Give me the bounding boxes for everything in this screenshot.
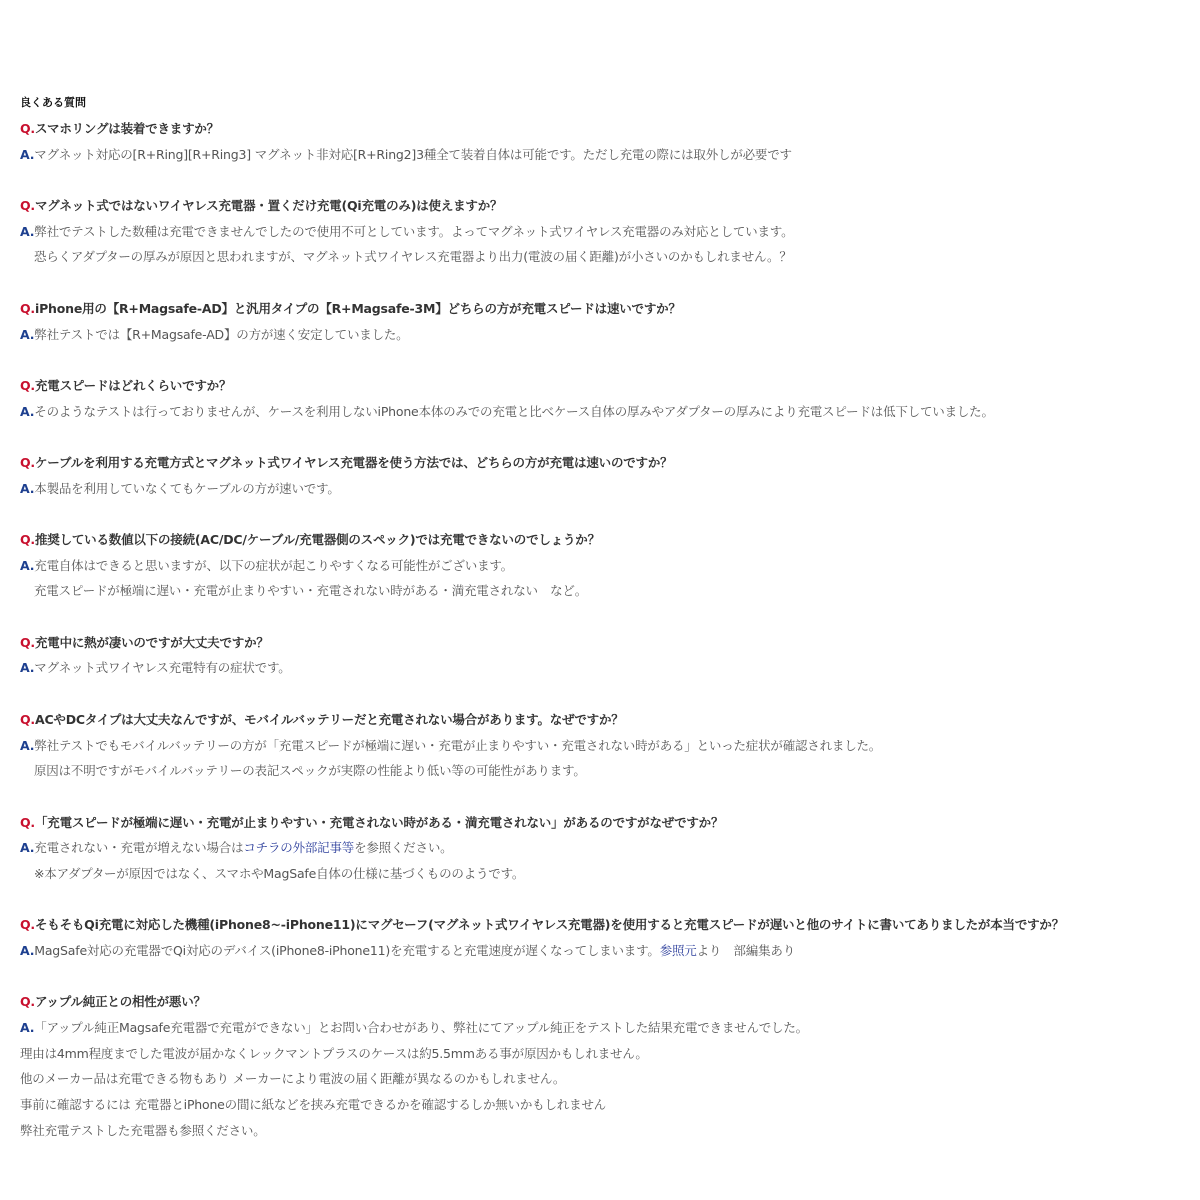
answer-text: より 部編集あり: [696, 943, 795, 958]
question-mark: Q.: [20, 198, 35, 214]
answer-mark: A.: [20, 146, 35, 162]
answer-text: を参照ください。: [354, 840, 453, 856]
question-mark: Q.: [20, 917, 35, 933]
answer-mark: A.: [20, 326, 35, 342]
answer-text: ※本アダプターが原因ではなく、スマホやMagSafe自体の仕様に基づくもののようです。: [34, 865, 525, 881]
faq-answer-line: [20, 861, 1200, 887]
faq-answer-line: [20, 733, 1200, 759]
faq-item: [20, 450, 1200, 501]
question-mark: Q.: [20, 814, 35, 830]
faq-item: [20, 912, 1200, 963]
faq-question: [20, 450, 1200, 476]
question-mark: Q.: [20, 454, 35, 470]
answer-mark: A.: [20, 557, 35, 573]
answer-text: 弊社テストでは【R+Magsafe-AD】の方が速く安定していました。: [34, 326, 409, 342]
faq-item: [20, 116, 1200, 167]
faq-question: [20, 630, 1200, 656]
question-text: 推奨している数値以下の接続(AC/DC/ケーブル/充電器側のスペック)では充電できないのでしょうか？: [34, 532, 600, 547]
question-text: ACやDCタイプは大丈夫なんですが、モバイルバッテリーだと充電されない場合があります。なぜですか？: [34, 711, 624, 727]
question-mark: Q.: [20, 711, 35, 727]
faq-answer-line: [20, 219, 1200, 245]
question-mark: Q.: [20, 377, 35, 393]
faq-answer-line: [20, 1092, 1200, 1118]
faq-item: [20, 989, 1200, 1143]
question-mark: Q.: [20, 634, 35, 650]
answer-text: 他のメーカー品は充電できる物もあり メーカーにより電波の届く距離が異なるのかもしれません。: [20, 1071, 566, 1087]
faq-question: [20, 707, 1200, 733]
answer-text: 原因は不明ですがモバイルバッテリーの表記スペックが実際の性能より低い等の可能性があります。: [34, 763, 586, 779]
answer-text: 弊社充電テストした充電器も参照ください。: [20, 1122, 266, 1138]
faq-item: [20, 707, 1200, 784]
answer-text: 弊社でテストした数種は充電できませんでしたので使用不可としています。よってマグネット式ワイヤレス充電器のみ対応としています。: [34, 223, 794, 239]
answer-text: マグネット式ワイヤレス充電特有の症状です。: [34, 660, 291, 676]
faq-answer-line: [20, 1015, 1200, 1041]
answer-text: 充電スピードが極端に遅い・充電が止まりやすい・充電されない時がある・満充電されない など。: [34, 583, 588, 599]
answer-text: 本製品を利用していなくてもケーブルの方が速いです。: [34, 480, 340, 496]
faq-answer-line: [20, 399, 1200, 425]
faq-answer-line: [20, 476, 1200, 502]
answer-text: 理由は4mm程度までした電波が届かなくレックマントプラスのケースは約5.5mmある事が原因かもしれません。: [20, 1045, 648, 1061]
faq-question: [20, 193, 1200, 219]
question-text: そもそもQi充電に対応した機種(iPhone8~-iPhone11)にマグセーフ(マグネット式ワイヤレス充電器)を使用すると充電スピードが遅いと他のサイトに書いてありましたが本当ですか？: [34, 917, 1065, 933]
faq-question: [20, 373, 1200, 399]
answer-mark: A.: [20, 480, 35, 496]
faq-answer-line: [20, 835, 1200, 861]
question-mark: Q.: [20, 994, 35, 1010]
answer-mark: A.: [20, 660, 35, 676]
faq-answer-line: [20, 322, 1200, 348]
external-link[interactable]: コチラの外部記事等: [243, 840, 355, 856]
question-text: 充電中に熱が凄いのですが大丈夫ですか？: [34, 634, 269, 650]
faq-item: [20, 810, 1200, 887]
faq-answer-line: [20, 1066, 1200, 1092]
question-mark: Q.: [20, 121, 35, 136]
question-text: iPhone用の【R+Magsafe-AD】と汎用タイプの【R+Magsafe-3M】どちらの方が充電スピードは速いですか？: [34, 300, 681, 316]
faq-answer-line: [20, 553, 1200, 579]
external-link[interactable]: 参照元: [659, 943, 697, 958]
faq-answer-line: [20, 655, 1200, 681]
faq-list: [20, 116, 1200, 1144]
faq-answer-line: [20, 578, 1200, 604]
question-mark: Q.: [20, 300, 35, 316]
faq-question: [20, 116, 1200, 142]
answer-mark: A.: [20, 223, 35, 239]
answer-text: 「アップル純正Magsafe充電器で充電ができない」とお問い合わせがあり、弊社にてアップル純正をテストした結果充電できませんでした。: [34, 1020, 808, 1036]
question-text: 充電スピードはどれくらいですか？: [34, 377, 232, 393]
answer-mark: A.: [20, 840, 35, 856]
faq-answer-line: [20, 142, 1200, 168]
answer-mark: A.: [20, 943, 35, 958]
question-text: アップル純正との相性が悪い？: [34, 994, 206, 1010]
faq-question: [20, 527, 1200, 553]
answer-text: 恐らくアダプターの厚みが原因と思われますが、マグネット式ワイヤレス充電器より出力(電波の届く距離)が小さいのかもしれません。？: [34, 249, 792, 265]
faq-item: [20, 193, 1200, 270]
answer-mark: A.: [20, 403, 35, 419]
question-mark: Q.: [20, 532, 35, 547]
faq-answer-line: [20, 1041, 1200, 1067]
faq-question: [20, 296, 1200, 322]
answer-text: 充電されない・充電が増えない場合は: [34, 840, 244, 856]
answer-mark: A.: [20, 1020, 35, 1036]
faq-item: [20, 373, 1200, 424]
faq-question: [20, 989, 1200, 1015]
faq-page: [20, 90, 1200, 1169]
faq-item: [20, 630, 1200, 681]
answer-text: 弊社テストでもモバイルバッテリーの方が「充電スピードが極端に遅い・充電が止まりやすい・充電されない時がある」といった症状が確認されました。: [34, 737, 882, 753]
answer-text: マグネット対応の[R+Ring][R+Ring3] マグネット非対応[R+Ring2]3種全て装着自体は可能です。ただし充電の際には取外しが必要です: [34, 146, 792, 162]
faq-item: [20, 296, 1200, 347]
faq-answer-line: [20, 938, 1200, 964]
faq-answer-line: [20, 758, 1200, 784]
answer-text: 事前に確認するには 充電器とiPhoneの間に紙などを挟み充電できるかを確認するしか無いかもしれません: [20, 1097, 606, 1113]
question-text: マグネット式ではないワイヤレス充電器・置くだけ充電(Qi充電のみ)は使えますか？: [34, 198, 503, 214]
answer-text: そのようなテストは行っておりませんが、ケースを利用しないiPhone本体のみでの充電と比べケース自体の厚みやアダプターの厚みにより充電スピードは低下していました。: [34, 403, 994, 419]
answer-text: MagSafe対応の充電器でQi対応のデバイス(iPhone8-iPhone11)を充電すると充電速度が遅くなってしまいます。: [34, 943, 660, 958]
question-text: スマホリングは装着できますか？: [34, 121, 219, 136]
question-text: ケーブルを利用する充電方式とマグネット式ワイヤレス充電器を使う方法では、どちらの方が充電は速いのですか？: [34, 454, 673, 470]
faq-item: [20, 527, 1200, 604]
answer-text: 充電自体はできると思いますが、以下の症状が起こりやすくなる可能性がございます。: [34, 557, 513, 573]
answer-mark: A.: [20, 737, 35, 753]
faq-question: [20, 810, 1200, 836]
question-text: 「充電スピードが極端に遅い・充電が止まりやすい・充電されない時がある・満充電されない」があるのですがなぜですか？: [34, 814, 724, 830]
faq-question: [20, 912, 1200, 938]
faq-answer-line: [20, 244, 1200, 270]
page-title: 良くある質問: [20, 96, 86, 109]
faq-answer-line: [20, 1118, 1200, 1144]
